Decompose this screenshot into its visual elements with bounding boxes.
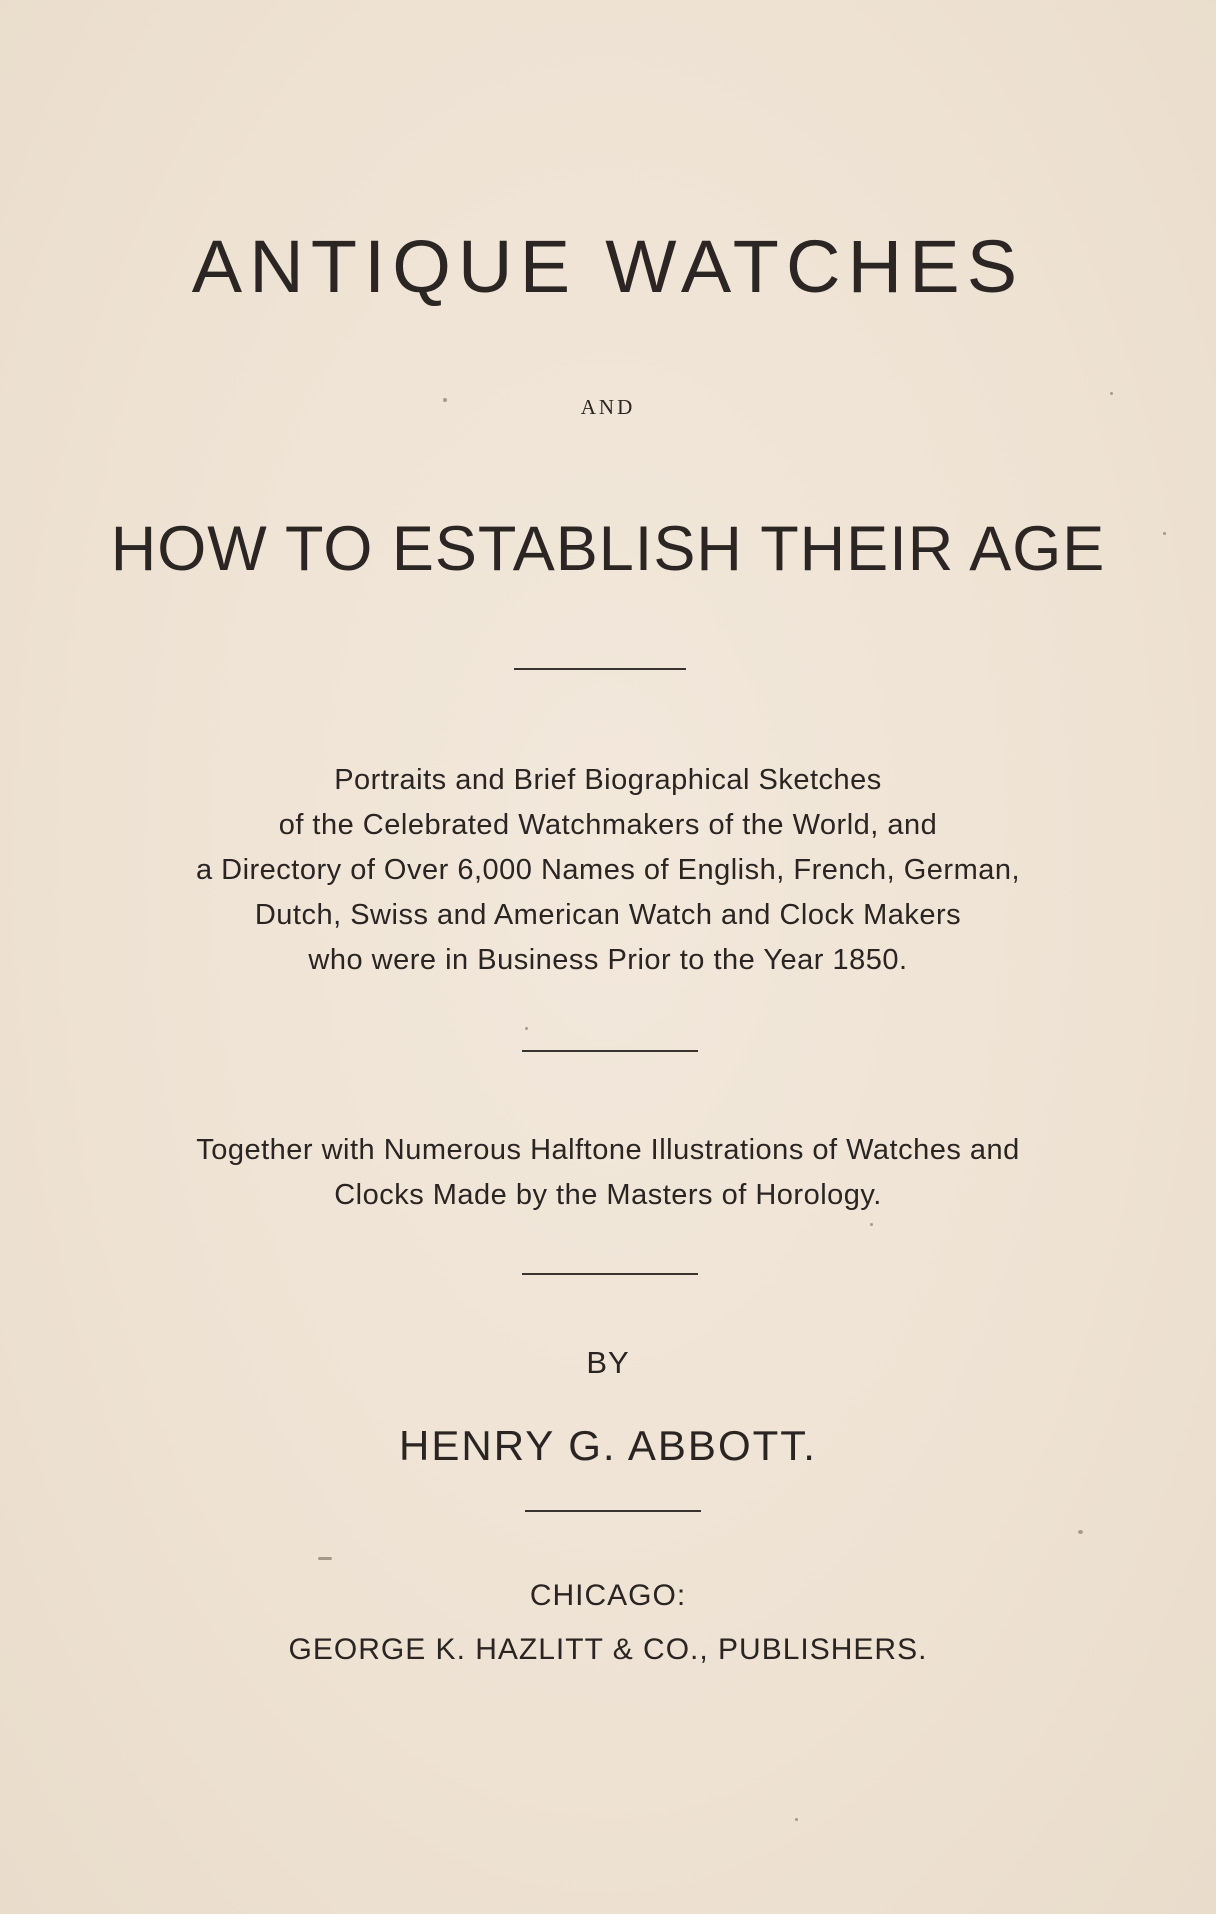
divider-rule-1 [514, 668, 686, 670]
paper-speck [318, 1557, 332, 1560]
paper-speck [870, 1223, 873, 1226]
description-line-3: a Directory of Over 6,000 Names of English, French, German, [195, 854, 1021, 886]
divider-rule-2 [522, 1050, 698, 1052]
illustration-line-2: Clocks Made by the Masters of Horology. [334, 1179, 882, 1211]
conjunction-and: AND [580, 395, 636, 419]
description-line-2: of the Celebrated Watchmakers of the World, and [278, 809, 938, 841]
book-title: ANTIQUE WATCHES [191, 225, 1025, 308]
paper-speck [1110, 392, 1113, 395]
paper-speck [1163, 532, 1166, 535]
author-name: HENRY G. ABBOTT. [399, 1422, 817, 1469]
illustration-line-1: Together with Numerous Halftone Illustrations of Watches and [196, 1134, 1020, 1166]
divider-rule-4 [525, 1510, 701, 1512]
paper-speck [795, 1818, 798, 1821]
description-line-4: Dutch, Swiss and American Watch and Clock Makers [254, 899, 962, 931]
publisher-name: GEORGE K. HAZLITT & CO., PUBLISHERS. [288, 1633, 928, 1666]
description-line-5: who were in Business Prior to the Year 1850. [308, 944, 908, 976]
publisher-city: CHICAGO: [529, 1579, 687, 1612]
by-label: BY [586, 1345, 630, 1380]
book-subtitle: HOW TO ESTABLISH THEIR AGE [110, 514, 1106, 584]
description-line-1: Portraits and Brief Biographical Sketches [334, 764, 882, 796]
paper-speck [443, 398, 447, 402]
divider-rule-3 [522, 1273, 698, 1275]
paper-speck [525, 1027, 528, 1030]
paper-speck [1078, 1530, 1083, 1534]
